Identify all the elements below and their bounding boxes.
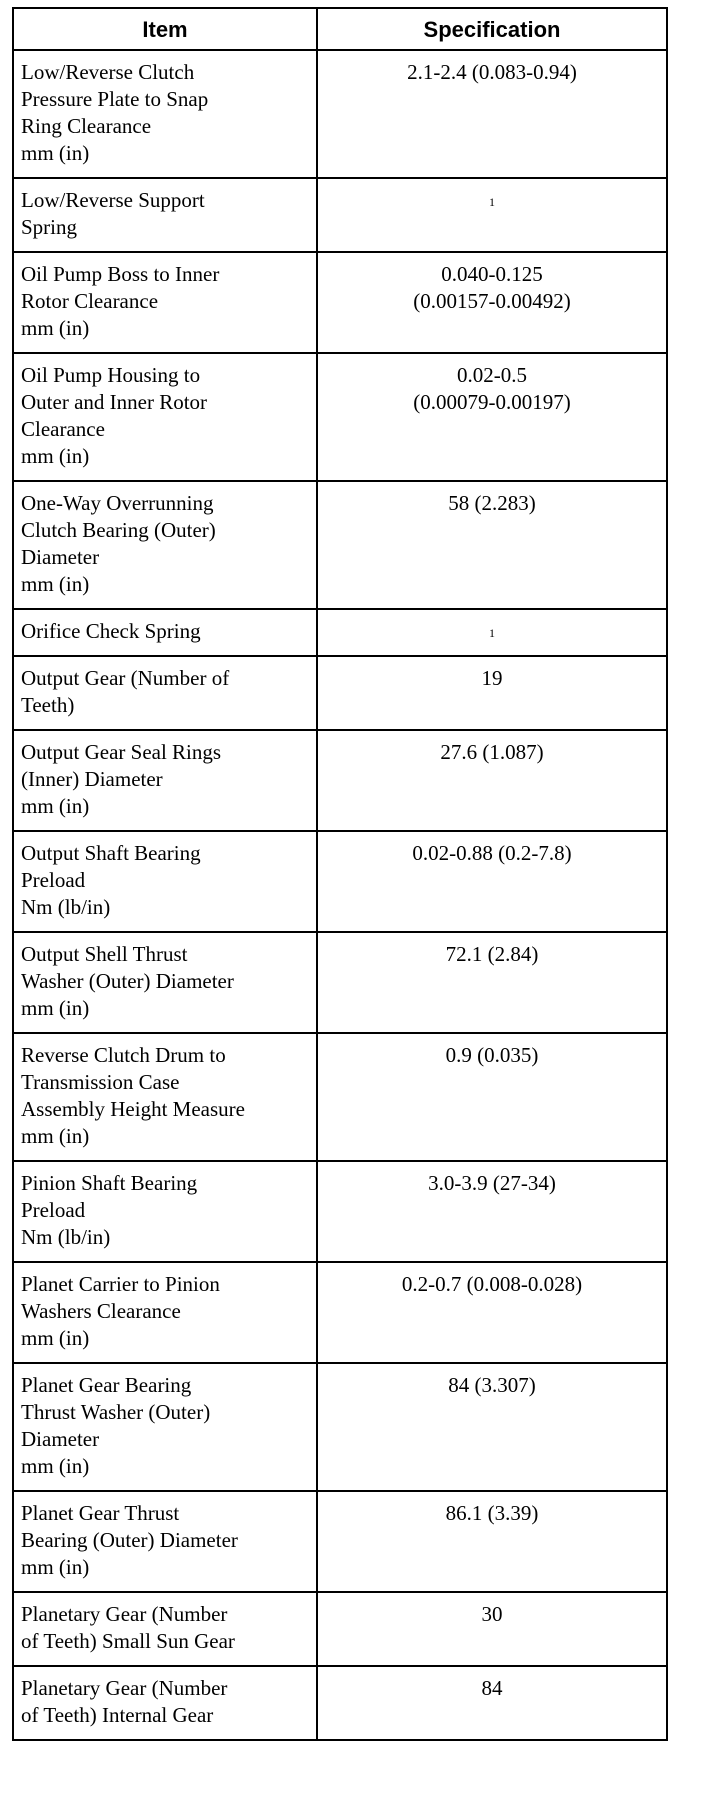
table-row (13, 1262, 667, 1363)
item-cell (13, 50, 317, 178)
header-specification: Specification (317, 8, 667, 50)
specification-text-line: 0.2-0.7 (0.008-0.028) (401, 1272, 583, 1296)
specification-text-line: 58 (2.283) (448, 491, 536, 515)
item-text-line: Transmission Case (21, 1070, 180, 1094)
table-row (13, 1666, 667, 1740)
item-text-line: Diameter (21, 1427, 100, 1451)
item-text-line: Thrust Washer (Outer) (21, 1400, 211, 1424)
item-text-line: Outer and Inner Rotor (21, 390, 208, 414)
item-cell (13, 1262, 317, 1363)
item-text-line: Teeth) (21, 693, 75, 717)
specification-cell (317, 609, 667, 656)
item-text-line: Washers Clearance (21, 1299, 181, 1323)
item-cell (13, 1033, 317, 1161)
item-text-line: Output Gear Seal Rings (21, 740, 222, 764)
specification-cell (317, 481, 667, 609)
item-text-line: Planetary Gear (Number (21, 1676, 228, 1700)
item-text-line: Clearance (21, 417, 105, 441)
specification-text-line: 72.1 (2.84) (445, 942, 539, 966)
specification-text-line: 0.9 (0.035) (445, 1043, 539, 1067)
item-text-line: Output Shell Thrust (21, 942, 188, 966)
specification-text-line: 2.1-2.4 (0.083-0.94) (407, 60, 577, 84)
item-text-line: mm (in) (21, 316, 90, 340)
item-text-line: mm (in) (21, 1326, 90, 1350)
table-row (13, 1491, 667, 1592)
item-text-line: mm (in) (21, 572, 90, 596)
item-text-line: Diameter (21, 545, 100, 569)
item-text-line: of Teeth) Internal Gear (21, 1703, 214, 1727)
item-text-line: mm (in) (21, 1124, 90, 1148)
item-text-line: Orifice Check Spring (21, 619, 201, 643)
item-cell (13, 1491, 317, 1592)
item-cell (13, 178, 317, 252)
item-text-line: Assembly Height Measure (21, 1097, 245, 1121)
specification-text-line: 0.02-0.5 (457, 363, 527, 387)
item-text-line: of Teeth) Small Sun Gear (21, 1629, 235, 1653)
specification-cell (317, 1363, 667, 1491)
item-text-line: Pressure Plate to Snap (21, 87, 209, 111)
footnote-reference: 1 (489, 626, 495, 640)
specification-cell (317, 178, 667, 252)
specification-cell (317, 353, 667, 481)
item-text-line: (Inner) Diameter (21, 767, 163, 791)
item-text-line: Bearing (Outer) Diameter (21, 1528, 238, 1552)
item-text-line: Spring (21, 215, 78, 239)
table-row (13, 353, 667, 481)
item-text-line: Nm (lb/in) (21, 1225, 111, 1249)
specification-text-line: 84 (481, 1676, 503, 1700)
item-cell (13, 1363, 317, 1491)
item-text-line: Ring Clearance (21, 114, 152, 138)
specification-cell (317, 1491, 667, 1592)
specification-cell (317, 1161, 667, 1262)
item-text-line: Clutch Bearing (Outer) (21, 518, 216, 542)
item-text-line: Oil Pump Boss to Inner (21, 262, 220, 286)
specification-text-line: 27.6 (1.087) (440, 740, 544, 764)
table-row (13, 656, 667, 730)
item-cell (13, 353, 317, 481)
table-row (13, 252, 667, 353)
item-text-line: mm (in) (21, 996, 90, 1020)
specification-text-line: (0.00157-0.00492) (413, 289, 571, 313)
table-row (13, 50, 667, 178)
item-text-line: Rotor Clearance (21, 289, 159, 313)
specification-cell (317, 1666, 667, 1740)
table-row (13, 831, 667, 932)
item-text-line: Low/Reverse Support (21, 188, 205, 212)
item-text-line: mm (in) (21, 444, 90, 468)
item-text-line: One-Way Overrunning (21, 491, 214, 515)
item-cell (13, 656, 317, 730)
specification-cell (317, 252, 667, 353)
specification-text-line: 0.040-0.125 (441, 262, 543, 286)
item-text-line: mm (in) (21, 794, 90, 818)
specification-table (12, 7, 668, 1741)
item-text-line: mm (in) (21, 1555, 90, 1579)
specification-text-line: 30 (481, 1602, 503, 1626)
footnote-reference: 1 (489, 195, 495, 209)
table-row (13, 1363, 667, 1491)
specification-cell (317, 1592, 667, 1666)
specification-cell (317, 932, 667, 1033)
table-row (13, 609, 667, 656)
specification-text-line: 3.0-3.9 (27-34) (428, 1171, 556, 1195)
item-cell (13, 932, 317, 1033)
item-text-line: mm (in) (21, 141, 90, 165)
specification-cell (317, 730, 667, 831)
specification-text-line: 84 (3.307) (448, 1373, 536, 1397)
specification-cell (317, 1262, 667, 1363)
item-cell (13, 481, 317, 609)
table-row (13, 1033, 667, 1161)
item-text-line: mm (in) (21, 1454, 90, 1478)
item-cell (13, 1592, 317, 1666)
item-text-line: Washer (Outer) Diameter (21, 969, 234, 993)
table-row (13, 730, 667, 831)
header-item: Item (13, 8, 317, 50)
item-cell (13, 1666, 317, 1740)
item-text-line: Output Gear (Number of (21, 666, 230, 690)
item-text-line: Reverse Clutch Drum to (21, 1043, 226, 1067)
specification-cell (317, 656, 667, 730)
item-text-line: Oil Pump Housing to (21, 363, 201, 387)
item-text-line: Preload (21, 868, 86, 892)
item-cell (13, 1161, 317, 1262)
item-cell (13, 252, 317, 353)
table-body (13, 50, 667, 1740)
specification-cell (317, 50, 667, 178)
specification-cell (317, 831, 667, 932)
specification-text-line: 86.1 (3.39) (445, 1501, 539, 1525)
table-row (13, 481, 667, 609)
item-text-line: Planet Gear Thrust (21, 1501, 180, 1525)
item-cell (13, 730, 317, 831)
item-text-line: Nm (lb/in) (21, 895, 111, 919)
item-text-line: Preload (21, 1198, 86, 1222)
item-text-line: Planet Gear Bearing (21, 1373, 192, 1397)
table-row (13, 1592, 667, 1666)
specification-cell (317, 1033, 667, 1161)
specification-text-line: 19 (481, 666, 503, 690)
specification-text-line: 0.02-0.88 (0.2-7.8) (412, 841, 572, 865)
item-text-line: Output Shaft Bearing (21, 841, 201, 865)
item-text-line: Pinion Shaft Bearing (21, 1171, 198, 1195)
item-cell (13, 609, 317, 656)
table-row (13, 178, 667, 252)
table-header-row (13, 8, 667, 50)
item-cell (13, 831, 317, 932)
table-row (13, 932, 667, 1033)
item-text-line: Planetary Gear (Number (21, 1602, 228, 1626)
specification-text-line: (0.00079-0.00197) (413, 390, 571, 414)
table-row (13, 1161, 667, 1262)
item-text-line: Low/Reverse Clutch (21, 60, 195, 84)
item-text-line: Planet Carrier to Pinion (21, 1272, 220, 1296)
